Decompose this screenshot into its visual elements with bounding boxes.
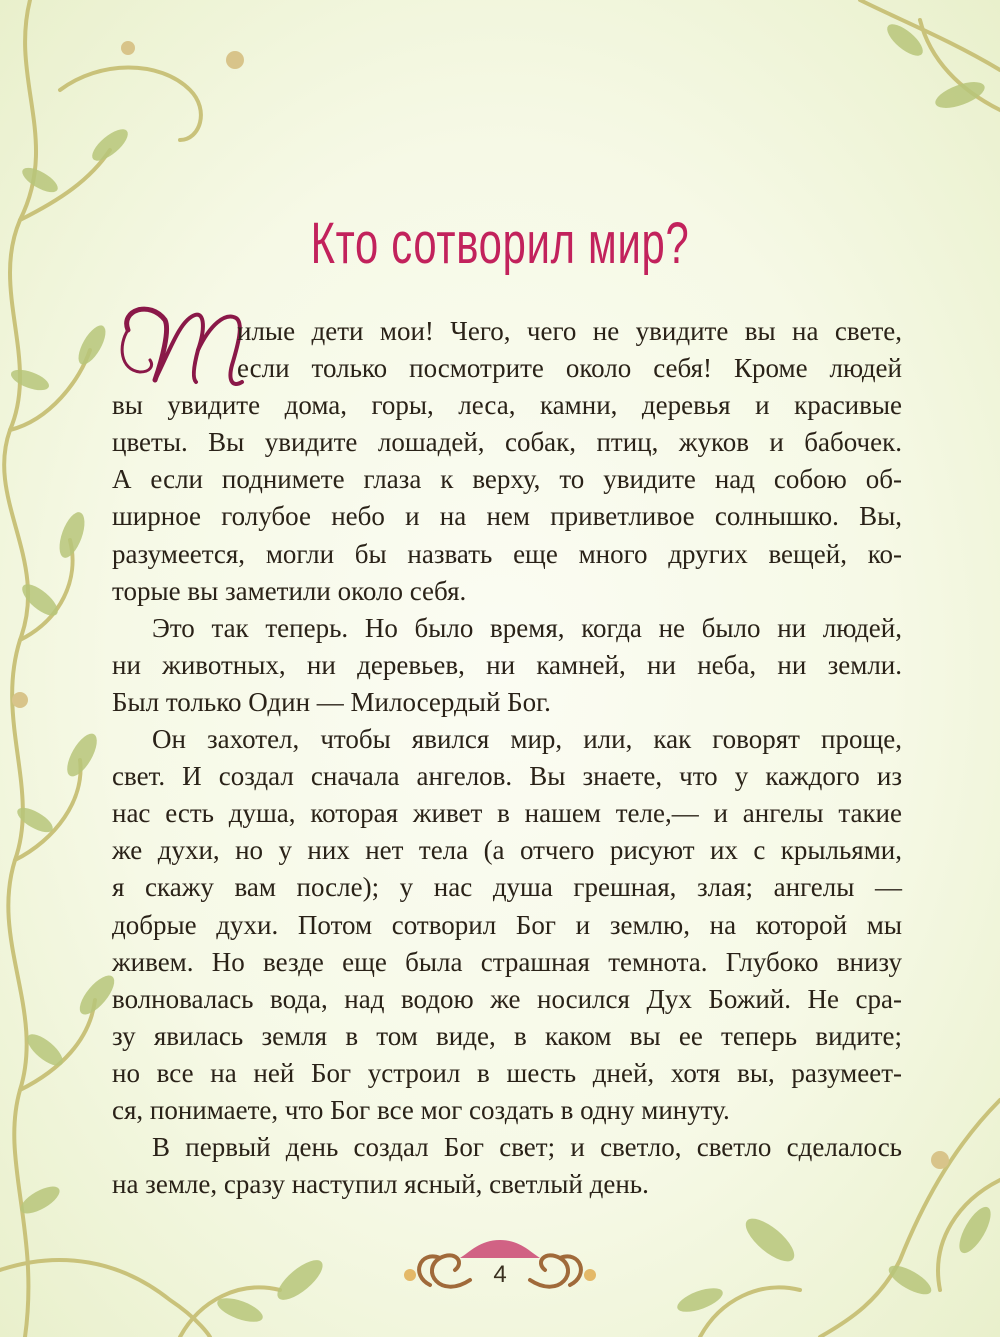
text-line: торые вы заметили около себя. [112,575,467,606]
text-line: на земле, сразу наступил ясный, светлый день. [112,1169,649,1200]
text-line: я скажу вам после); у нас душа грешная, злая; ангелы — [112,872,902,903]
text-line: вы увидите дома, горы, леса, камни, деревья и красивые [112,390,902,421]
text-line: нас есть душа, которая живет в нашем теле,— и ангелы такие [112,798,902,829]
text-line: В первый день создал Бог свет; и светло, светло сделалось [152,1132,902,1163]
text-line: добрые духи. Потом сотворил Бог и землю, на которой мы [112,909,902,940]
text-line: ширное голубое небо и на нем приветливое солнышко. Вы, [112,501,902,532]
text-line: разумеется, могли бы назвать еще много других вещей, ко- [112,538,902,569]
paragraph-3 [112,721,902,1129]
text-line: илые дети мои! Чего, чего не увидите вы на свете, [237,316,902,346]
page-number: 4 [493,1261,507,1288]
text-line: зу явилась земля в том виде, в каком вы ее теперь видите; [112,1020,902,1051]
body-text [112,313,902,1203]
text-line: ся, понимаете, что Бог все мог создать в одну минуту. [112,1094,730,1125]
text-line: если только посмотрите около себя! Кроме людей [237,353,902,384]
text-line: А если поднимете глаза к верху, то увидите над собою об- [112,464,902,495]
text-line: свет. И создал сначала ангелов. Вы знаете, что у каждого из [112,761,902,792]
text-line: Был только Один — Милосердый Бог. [112,686,551,717]
paragraph-2 [112,610,902,721]
text-line: Он захотел, чтобы явился мир, или, как говорят проще, [152,724,902,755]
text-line: но все на ней Бог устроил в шесть дней, хотя вы, разумеет- [112,1057,902,1088]
text-line: Это так теперь. Но было время, когда не было ни людей, [152,612,902,643]
page-title: Кто сотворил мир? [310,211,690,276]
text-line: цветы. Вы увидите лошадей, собак, птиц, жуков и бабочек. [112,427,902,458]
paragraph-1 [112,313,902,610]
text-line: же духи, но у них нет тела (а отчего рисуют их с крыльями, [112,835,902,866]
paragraph-4 [112,1129,902,1203]
text-line: ни животных, ни деревьев, ни камней, ни неба, ни земли. [112,649,902,680]
text-line: живем. Но везде еще была страшная темнота. Глубоко внизу [112,946,902,977]
text-line: волновалась вода, над водою же носился Дух Божий. Не сра- [112,983,902,1014]
